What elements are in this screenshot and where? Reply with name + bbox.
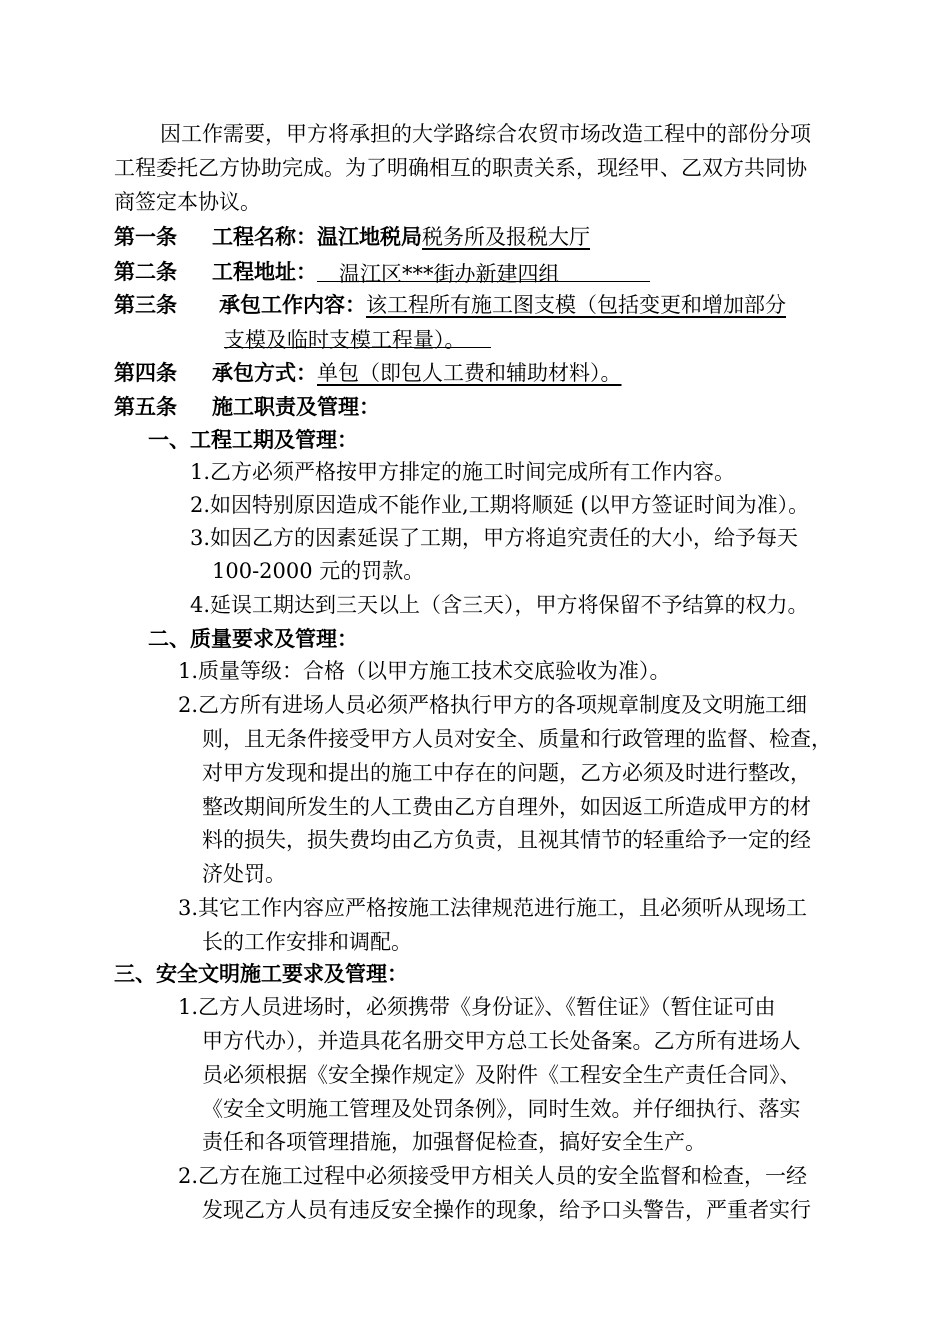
- article-2-value: 温江区***街办新建四组: [339, 262, 560, 286]
- section-2-item-3: 3.其它工作内容应严格按施工法律规范进行施工，且必须听从现场工: [178, 896, 808, 920]
- section-1-item-1: 1.乙方必须严格按甲方排定的施工时间完成所有工作内容。: [190, 460, 736, 484]
- article-5: [114, 390, 380, 424]
- section-1-item-3-continued: 100-2000 元的罚款。: [212, 559, 425, 583]
- section-1-item-4: 4.延误工期达到三天以上（含三天），甲方将保留不予结算的权力。: [190, 593, 809, 617]
- article-3-continuation: [224, 321, 491, 355]
- article-2-number: 第二条: [114, 259, 177, 284]
- section-2-item-2-line-3: 对甲方发现和提出的施工中存在的问题，乙方必须及时进行整改，: [202, 761, 811, 785]
- intro-line-1: 因工作需要，甲方将承担的大学路综合农贸市场改造工程中的部份分项: [160, 122, 811, 146]
- section-1-item-2: 2.如因特别原因造成不能作业,工期将顺延 (以甲方签证时间为准）。: [190, 493, 810, 517]
- section-2-item-2-line-2: 则，且无条件接受甲方人员对安全、质量和行政管理的监督、检查，: [202, 727, 832, 751]
- article-5-label: 施工职责及管理：: [212, 394, 380, 419]
- section-3-item-1-line-3: 员必须根据《安全操作规定》及附件《工程安全生产责任合同》、: [202, 1063, 801, 1087]
- article-1-value-bold: 温江地税局: [317, 224, 422, 249]
- section-2-item-3-line-2: 长的工作安排和调配。: [202, 930, 412, 954]
- section-3-item-1-line-4: 《安全文明施工管理及处罚条例》，同时生效。并仔细执行、落实: [202, 1097, 801, 1121]
- section-2-item-1: 1.质量等级：合格（以甲方施工技术交底验收为准）。: [178, 659, 671, 683]
- section-1-item-3: 3.如因乙方的因素延误了工期，甲方将追究责任的大小，给予每天: [190, 526, 799, 550]
- section-3-item-1-line-5: 责任和各项管理措施，加强督促检查，搞好安全生产。: [202, 1130, 706, 1154]
- section-3-heading: 三、安全文明施工要求及管理：: [114, 961, 408, 986]
- intro-line-2: 工程委托乙方协助完成。为了明确相互的职责关系，现经甲、乙双方共同协: [114, 156, 807, 180]
- section-3-item-1: 1.乙方人员进场时，必须携带《身份证》、《暂住证》（暂住证可由: [178, 995, 776, 1019]
- article-1-value-underlined: 税务所及报税大厅: [422, 225, 590, 249]
- article-3-value-line-1: 该工程所有施工图支模（包括变更和增加部分: [366, 293, 786, 317]
- article-1-label: 工程名称：: [212, 224, 317, 249]
- section-2-item-2-line-5: 料的损失，损失费均由乙方负责，且视其情节的轻重给予一定的经: [202, 828, 811, 852]
- article-4: [114, 356, 622, 390]
- section-3-item-1-line-2: 甲方代办），并造具花名册交甲方总工长处备案。乙方所有进场人: [202, 1029, 801, 1053]
- article-3-label: 承包工作内容：: [219, 292, 366, 317]
- article-4-label: 承包方式：: [212, 360, 317, 385]
- section-3-item-2: 2.乙方在施工过程中必须接受甲方相关人员的安全监督和检查，一经: [178, 1164, 808, 1188]
- section-1-heading: 一、工程工期及管理：: [148, 427, 358, 452]
- section-2-item-2: 2.乙方所有进场人员必须严格执行甲方的各项规章制度及文明施工细: [178, 693, 808, 717]
- article-5-number: 第五条: [114, 394, 177, 419]
- article-2-value-field: [317, 257, 650, 286]
- article-2-label: 工程地址：: [212, 259, 317, 284]
- article-4-value: 单包（即包人工费和辅助材料）。: [317, 361, 622, 385]
- article-4-number: 第四条: [114, 360, 177, 385]
- article-3: [114, 288, 786, 322]
- intro-line-3: 商签定本协议。: [114, 190, 261, 214]
- article-3-number: 第三条: [114, 292, 177, 317]
- article-1: [114, 220, 590, 254]
- article-2: [114, 255, 650, 289]
- section-2-heading: 二、质量要求及管理：: [148, 626, 358, 651]
- section-2-item-2-line-4: 整改期间所发生的人工费由乙方自理外，如因返工所造成甲方的材: [202, 795, 811, 819]
- section-3-item-2-line-2: 发现乙方人员有违反安全操作的现象，给予口头警告，严重者实行: [202, 1198, 811, 1222]
- article-3-value-field-2: [224, 323, 491, 352]
- article-3-value-line-2: 支模及临时支模工程量）。: [224, 328, 466, 352]
- section-2-item-2-line-6: 济处罚。: [202, 862, 286, 886]
- article-1-number: 第一条: [114, 224, 177, 249]
